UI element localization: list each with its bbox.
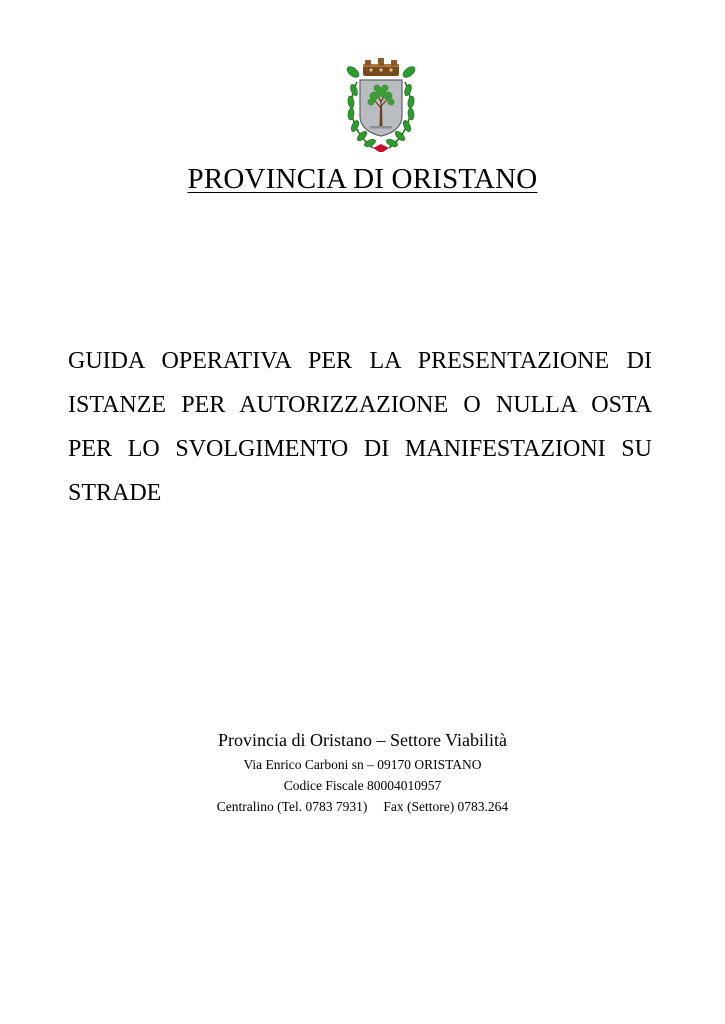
shield-icon bbox=[360, 80, 402, 136]
office-name: Provincia di Oristano – Settore Viabilità bbox=[217, 730, 508, 750]
document-title-line-1: GUIDA OPERATIVA PER LA PRESENTAZIONE DI bbox=[68, 348, 652, 374]
province-coat-of-arms bbox=[343, 52, 419, 156]
fax-number: Fax (Settore) 0783.264 bbox=[383, 799, 509, 814]
phone-number: Centralino (Tel. 0783 7931) bbox=[216, 799, 368, 814]
contact-numbers bbox=[0, 796, 725, 817]
document-title-line-4: STRADE bbox=[68, 480, 162, 506]
page-title bbox=[0, 161, 725, 197]
crown-icon bbox=[363, 58, 399, 76]
tax-code: Codice Fiscale 80004010957 bbox=[283, 778, 442, 793]
document-title-line-2: ISTANZE PER AUTORIZZAZIONE O NULLA OSTA bbox=[68, 392, 652, 418]
office-address: Via Enrico Carboni sn – 09170 ORISTANO bbox=[243, 757, 482, 772]
province-title: PROVINCIA DI ORISTANO bbox=[187, 163, 538, 195]
document-title-line-3: PER LO SVOLGIMENTO DI MANIFESTAZIONI SU bbox=[68, 436, 652, 462]
document-title bbox=[68, 339, 652, 515]
contact-footer bbox=[0, 728, 725, 817]
ribbon-icon bbox=[373, 144, 389, 152]
